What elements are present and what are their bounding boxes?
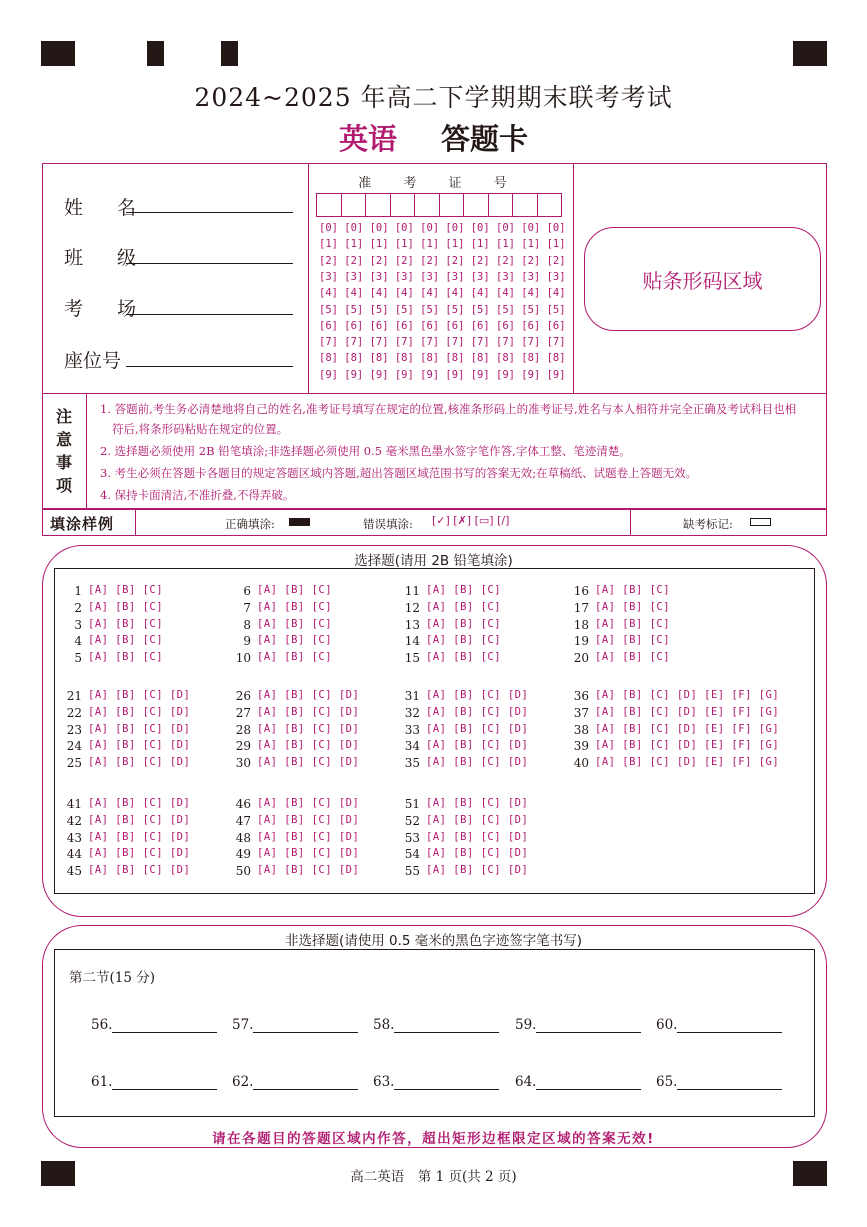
correct-fill-label: 正确填涂: [225, 517, 275, 531]
question-number: 16 [573, 584, 589, 598]
question-number: 14 [404, 634, 420, 649]
answer-options[interactable]: [A] [B] [C] [D] [88, 797, 191, 809]
answer-options[interactable]: [A] [B] [C] [88, 634, 164, 647]
answer-options[interactable]: [A] [B] [C] [426, 651, 502, 664]
question-number: 19 [573, 634, 589, 649]
answer-options[interactable]: [A] [B] [C] [426, 634, 502, 647]
blank-number: 62. [232, 1074, 254, 1090]
blank-number: 57. [232, 1017, 254, 1033]
question-number: 9 [243, 634, 251, 649]
choice-title: 选择题(请用 2B 铅笔填涂) [354, 553, 513, 569]
question-number: 23 [66, 722, 82, 737]
blank-number: 59. [515, 1017, 537, 1033]
question-number: 18 [573, 617, 589, 632]
answer-options[interactable]: [A] [B] [C] [D] [E] [F] [G] [595, 756, 780, 769]
blank-answer[interactable] [91, 1074, 217, 1090]
blank-number: 63. [373, 1074, 395, 1090]
question-number: 31 [404, 689, 420, 703]
blank-number: 61. [91, 1074, 113, 1090]
room-label: 考 场 [64, 298, 151, 320]
answer-options[interactable]: [A] [B] [C] [D] [426, 847, 529, 860]
info-divider-1 [308, 163, 309, 394]
answer-options[interactable]: [A] [B] [C] [88, 617, 164, 630]
question-number: 38 [573, 722, 589, 737]
question-number: 28 [235, 722, 251, 737]
question-number: 48 [235, 830, 251, 845]
blank-answer[interactable] [656, 1017, 782, 1033]
answer-options[interactable]: [A] [B] [C] [595, 634, 671, 647]
question-number: 53 [404, 830, 420, 845]
answer-options[interactable]: [A] [B] [C] [D] [88, 756, 191, 769]
page-footer: 高二英语 第 1 页(共 2 页) [350, 1169, 517, 1185]
answer-options[interactable]: [A] [B] [C] [D] [426, 756, 529, 769]
boundary-warning: 请在各题目的答题区域内作答，超出矩形边框限定区域的答案无效! [212, 1131, 655, 1147]
question-number: 37 [573, 705, 589, 720]
blank-answer[interactable] [232, 1074, 358, 1090]
answer-options[interactable]: [A] [B] [C] [D] [426, 813, 529, 826]
admission-digit-row[interactable]: [4] [4] [4] [4] [4] [4] [4] [4] [4] [4] [319, 287, 566, 300]
answer-options[interactable]: [A] [B] [C] [595, 651, 671, 664]
admission-digit-row[interactable]: [1] [1] [1] [1] [1] [1] [1] [1] [1] [1] [319, 238, 566, 251]
question-number: 54 [404, 847, 420, 862]
answer-options[interactable]: [A] [B] [C] [257, 651, 333, 664]
answer-options[interactable]: [A] [B] [C] [D] [88, 847, 191, 860]
answer-options[interactable]: [A] [B] [C] [D] [257, 739, 360, 752]
question-number: 43 [66, 830, 82, 845]
question-number: 7 [243, 600, 251, 615]
question-number: 17 [573, 600, 589, 615]
answer-options[interactable]: [A] [B] [C] [426, 600, 502, 613]
question-number: 24 [66, 739, 82, 754]
admission-number-title: 准 考 证 号 [358, 176, 521, 191]
answer-options[interactable]: [A] [B] [C] [D] [88, 864, 191, 877]
question-number: 55 [404, 864, 420, 879]
blank-line[interactable] [253, 1077, 358, 1090]
blank-number: 65. [656, 1074, 678, 1090]
question-number: 4 [74, 634, 82, 649]
question-number: 52 [404, 813, 420, 828]
answer-options[interactable]: [A] [B] [C] [D] [257, 722, 360, 735]
question-number: 35 [404, 756, 420, 771]
class-label: 班 级 [64, 247, 151, 269]
question-number: 6 [243, 584, 251, 598]
seat-label: 座位号 [64, 350, 122, 372]
admission-digit-row[interactable]: [6] [6] [6] [6] [6] [6] [6] [6] [6] [6] [319, 319, 566, 332]
answer-options[interactable]: [A] [B] [C] [257, 617, 333, 630]
question-number: 41 [66, 797, 82, 811]
question-number: 3 [74, 617, 82, 632]
answer-options[interactable]: [A] [B] [C] [426, 584, 502, 596]
nonchoice-answer-area [54, 949, 815, 1117]
answer-options[interactable]: [A] [B] [C] [257, 584, 333, 596]
admission-digit-row[interactable]: [8] [8] [8] [8] [8] [8] [8] [8] [8] [8] [319, 352, 566, 365]
question-number: 15 [404, 651, 420, 666]
question-number: 32 [404, 705, 420, 720]
answer-options[interactable]: [A] [B] [C] [595, 617, 671, 630]
blank-line[interactable] [112, 1077, 217, 1090]
admission-digit-row[interactable]: [2] [2] [2] [2] [2] [2] [2] [2] [2] [2] [319, 254, 566, 267]
section-two-label: 第二节(15 分) [69, 970, 156, 986]
answer-options[interactable]: [A] [B] [C] [D] [E] [F] [G] [595, 689, 780, 701]
blank-answer[interactable] [515, 1074, 641, 1090]
answer-options[interactable]: [A] [B] [C] [D] [257, 830, 360, 843]
question-number: 12 [404, 600, 420, 615]
fill-sample-label: 填涂样例 [50, 515, 115, 533]
answer-options[interactable]: [A] [B] [C] [D] [257, 705, 360, 718]
question-number: 50 [235, 864, 251, 879]
admission-digit-row[interactable]: [0] [0] [0] [0] [0] [0] [0] [0] [0] [0] [319, 222, 566, 234]
question-number: 20 [573, 651, 589, 666]
answer-options[interactable]: [A] [B] [C] [D] [257, 864, 360, 877]
room-field[interactable] [126, 314, 293, 315]
question-number: 10 [235, 651, 251, 666]
blank-line[interactable] [536, 1077, 641, 1090]
blank-answer[interactable] [515, 1017, 641, 1033]
blank-line[interactable] [394, 1020, 499, 1033]
question-number: 45 [66, 864, 82, 879]
blank-line[interactable] [536, 1020, 641, 1033]
answer-options[interactable]: [A] [B] [C] [257, 600, 333, 613]
answer-options[interactable]: [A] [B] [C] [257, 634, 333, 647]
notice-item-3: 3. 考生必须在答题卡各题目的规定答题区域内答题,超出答题区域范围书写的答案无效;在草稿纸、试题卷上答题无效。 [100, 466, 698, 480]
blank-number: 60. [656, 1017, 678, 1033]
answer-options[interactable]: [A] [B] [C] [D] [88, 705, 191, 718]
card-subtitle [0, 117, 867, 158]
answer-options[interactable]: [A] [B] [C] [D] [257, 813, 360, 826]
blank-answer[interactable] [373, 1074, 499, 1090]
exam-title: 2024~2025 年高二下学期期末联考考试 [194, 83, 673, 112]
question-number: 1 [74, 584, 82, 598]
card-label: 答题卡 [441, 122, 529, 156]
registration-mark-top-right [793, 41, 827, 66]
notice-item-1-cont: 符后,将条形码粘贴在规定的位置。 [112, 422, 289, 436]
notice-item-2: 2. 选择题必须使用 2B 铅笔填涂;非选择题必须使用 0.5 毫米黑色墨水签字笔作答,字体工整、笔迹清楚。 [100, 444, 631, 458]
admission-digit-row[interactable]: [5] [5] [5] [5] [5] [5] [5] [5] [5] [5] [319, 303, 566, 316]
notice-item-1: 1. 答题前,考生务必清楚地将自己的姓名,准考证号填写在规定的位置,核准条形码上的准考证号,姓名与本人相符并完全正确及考试科目也相 [100, 402, 797, 416]
answer-options[interactable]: [A] [B] [C] [D] [257, 689, 360, 701]
answer-options[interactable]: [A] [B] [C] [D] [88, 813, 191, 826]
wrong-fill-samples: [✓] [✗] [▭] [/] [432, 514, 510, 527]
blank-answer[interactable] [91, 1017, 217, 1033]
question-number: 42 [66, 813, 82, 828]
wrong-fill-label: 错误填涂: [363, 517, 413, 531]
question-number: 5 [74, 651, 82, 666]
question-number: 22 [66, 705, 82, 720]
question-number: 8 [243, 617, 251, 632]
answer-options[interactable]: [A] [B] [C] [D] [257, 797, 360, 809]
answer-options[interactable]: [A] [B] [C] [D] [E] [F] [G] [595, 739, 780, 752]
correct-fill-sample [289, 518, 310, 526]
question-number: 27 [235, 705, 251, 720]
blank-answer[interactable] [656, 1074, 782, 1090]
registration-mark-top-2 [147, 41, 164, 66]
answer-options[interactable]: [A] [B] [C] [D] [426, 739, 529, 752]
answer-options[interactable]: [A] [B] [C] [88, 651, 164, 664]
answer-options[interactable]: [A] [B] [C] [D] [426, 689, 529, 701]
answer-options[interactable]: [A] [B] [C] [D] [426, 797, 529, 809]
question-number: 44 [66, 847, 82, 862]
registration-mark-top-left [41, 41, 75, 66]
name-field[interactable] [126, 212, 293, 213]
question-number: 39 [573, 739, 589, 754]
subject-label: 英语 [338, 122, 397, 156]
answer-options[interactable]: [A] [B] [C] [595, 600, 671, 613]
seat-field[interactable] [126, 366, 293, 367]
admission-digit-row[interactable]: [7] [7] [7] [7] [7] [7] [7] [7] [7] [7] [319, 336, 566, 349]
question-number: 21 [66, 689, 82, 703]
answer-options[interactable]: [A] [B] [C] [D] [426, 830, 529, 843]
question-number: 2 [74, 600, 82, 615]
answer-options[interactable]: [A] [B] [C] [D] [426, 705, 529, 718]
answer-options[interactable]: [A] [B] [C] [88, 584, 164, 596]
question-number: 40 [573, 756, 589, 771]
answer-options[interactable]: [A] [B] [C] [D] [88, 739, 191, 752]
answer-options[interactable]: [A] [B] [C] [D] [E] [F] [G] [595, 705, 780, 718]
blank-line[interactable] [677, 1020, 782, 1033]
blank-line[interactable] [112, 1020, 217, 1033]
admission-number-cells[interactable] [316, 193, 562, 217]
nonchoice-title: 非选择题(请使用 0.5 毫米的黑色字迹签字笔书写) [284, 933, 583, 949]
barcode-area: 贴条形码区域 [584, 227, 821, 331]
blank-number: 64. [515, 1074, 537, 1090]
question-number: 47 [235, 813, 251, 828]
admission-digit-row[interactable]: [9] [9] [9] [9] [9] [9] [9] [9] [9] [9] [319, 368, 566, 381]
answer-options[interactable]: [A] [B] [C] [D] [257, 847, 360, 860]
answer-options[interactable]: [A] [B] [C] [595, 584, 671, 596]
answer-options[interactable]: [A] [B] [C] [D] [257, 756, 360, 769]
blank-line[interactable] [394, 1077, 499, 1090]
question-number: 11 [404, 584, 420, 598]
answer-options[interactable]: [A] [B] [C] [D] [88, 689, 191, 701]
question-number: 13 [404, 617, 420, 632]
admission-digit-row[interactable]: [3] [3] [3] [3] [3] [3] [3] [3] [3] [3] [319, 270, 566, 283]
blank-answer[interactable] [373, 1017, 499, 1033]
class-field[interactable] [126, 263, 293, 264]
question-number: 46 [235, 797, 251, 811]
blank-line[interactable] [677, 1077, 782, 1090]
absent-mark-label: 缺考标记: [683, 517, 733, 531]
question-number: 36 [573, 689, 589, 703]
blank-line[interactable] [253, 1020, 358, 1033]
question-number: 25 [66, 756, 82, 771]
answer-options[interactable]: [A] [B] [C] [426, 617, 502, 630]
absent-mark-box[interactable] [750, 518, 771, 526]
question-number: 51 [404, 797, 420, 811]
answer-options[interactable]: [A] [B] [C] [D] [E] [F] [G] [595, 722, 780, 735]
notice-heading: 注 意 事 项 [42, 394, 87, 508]
question-number: 34 [404, 739, 420, 754]
question-number: 29 [235, 739, 251, 754]
answer-options[interactable]: [A] [B] [C] [88, 600, 164, 613]
answer-options[interactable]: [A] [B] [C] [D] [426, 864, 529, 877]
question-number: 33 [404, 722, 420, 737]
info-divider-2 [573, 163, 574, 394]
answer-options[interactable]: [A] [B] [C] [D] [88, 830, 191, 843]
answer-options[interactable]: [A] [B] [C] [D] [426, 722, 529, 735]
question-number: 26 [235, 689, 251, 703]
answer-options[interactable]: [A] [B] [C] [D] [88, 722, 191, 735]
blank-number: 56. [91, 1017, 113, 1033]
blank-number: 58. [373, 1017, 395, 1033]
blank-answer[interactable] [232, 1017, 358, 1033]
notice-item-4: 4. 保持卡面清洁,不准折叠,不得弄破。 [100, 488, 295, 502]
name-label: 姓 名 [64, 197, 151, 219]
registration-mark-top-3 [221, 41, 238, 66]
question-number: 30 [235, 756, 251, 771]
question-number: 49 [235, 847, 251, 862]
